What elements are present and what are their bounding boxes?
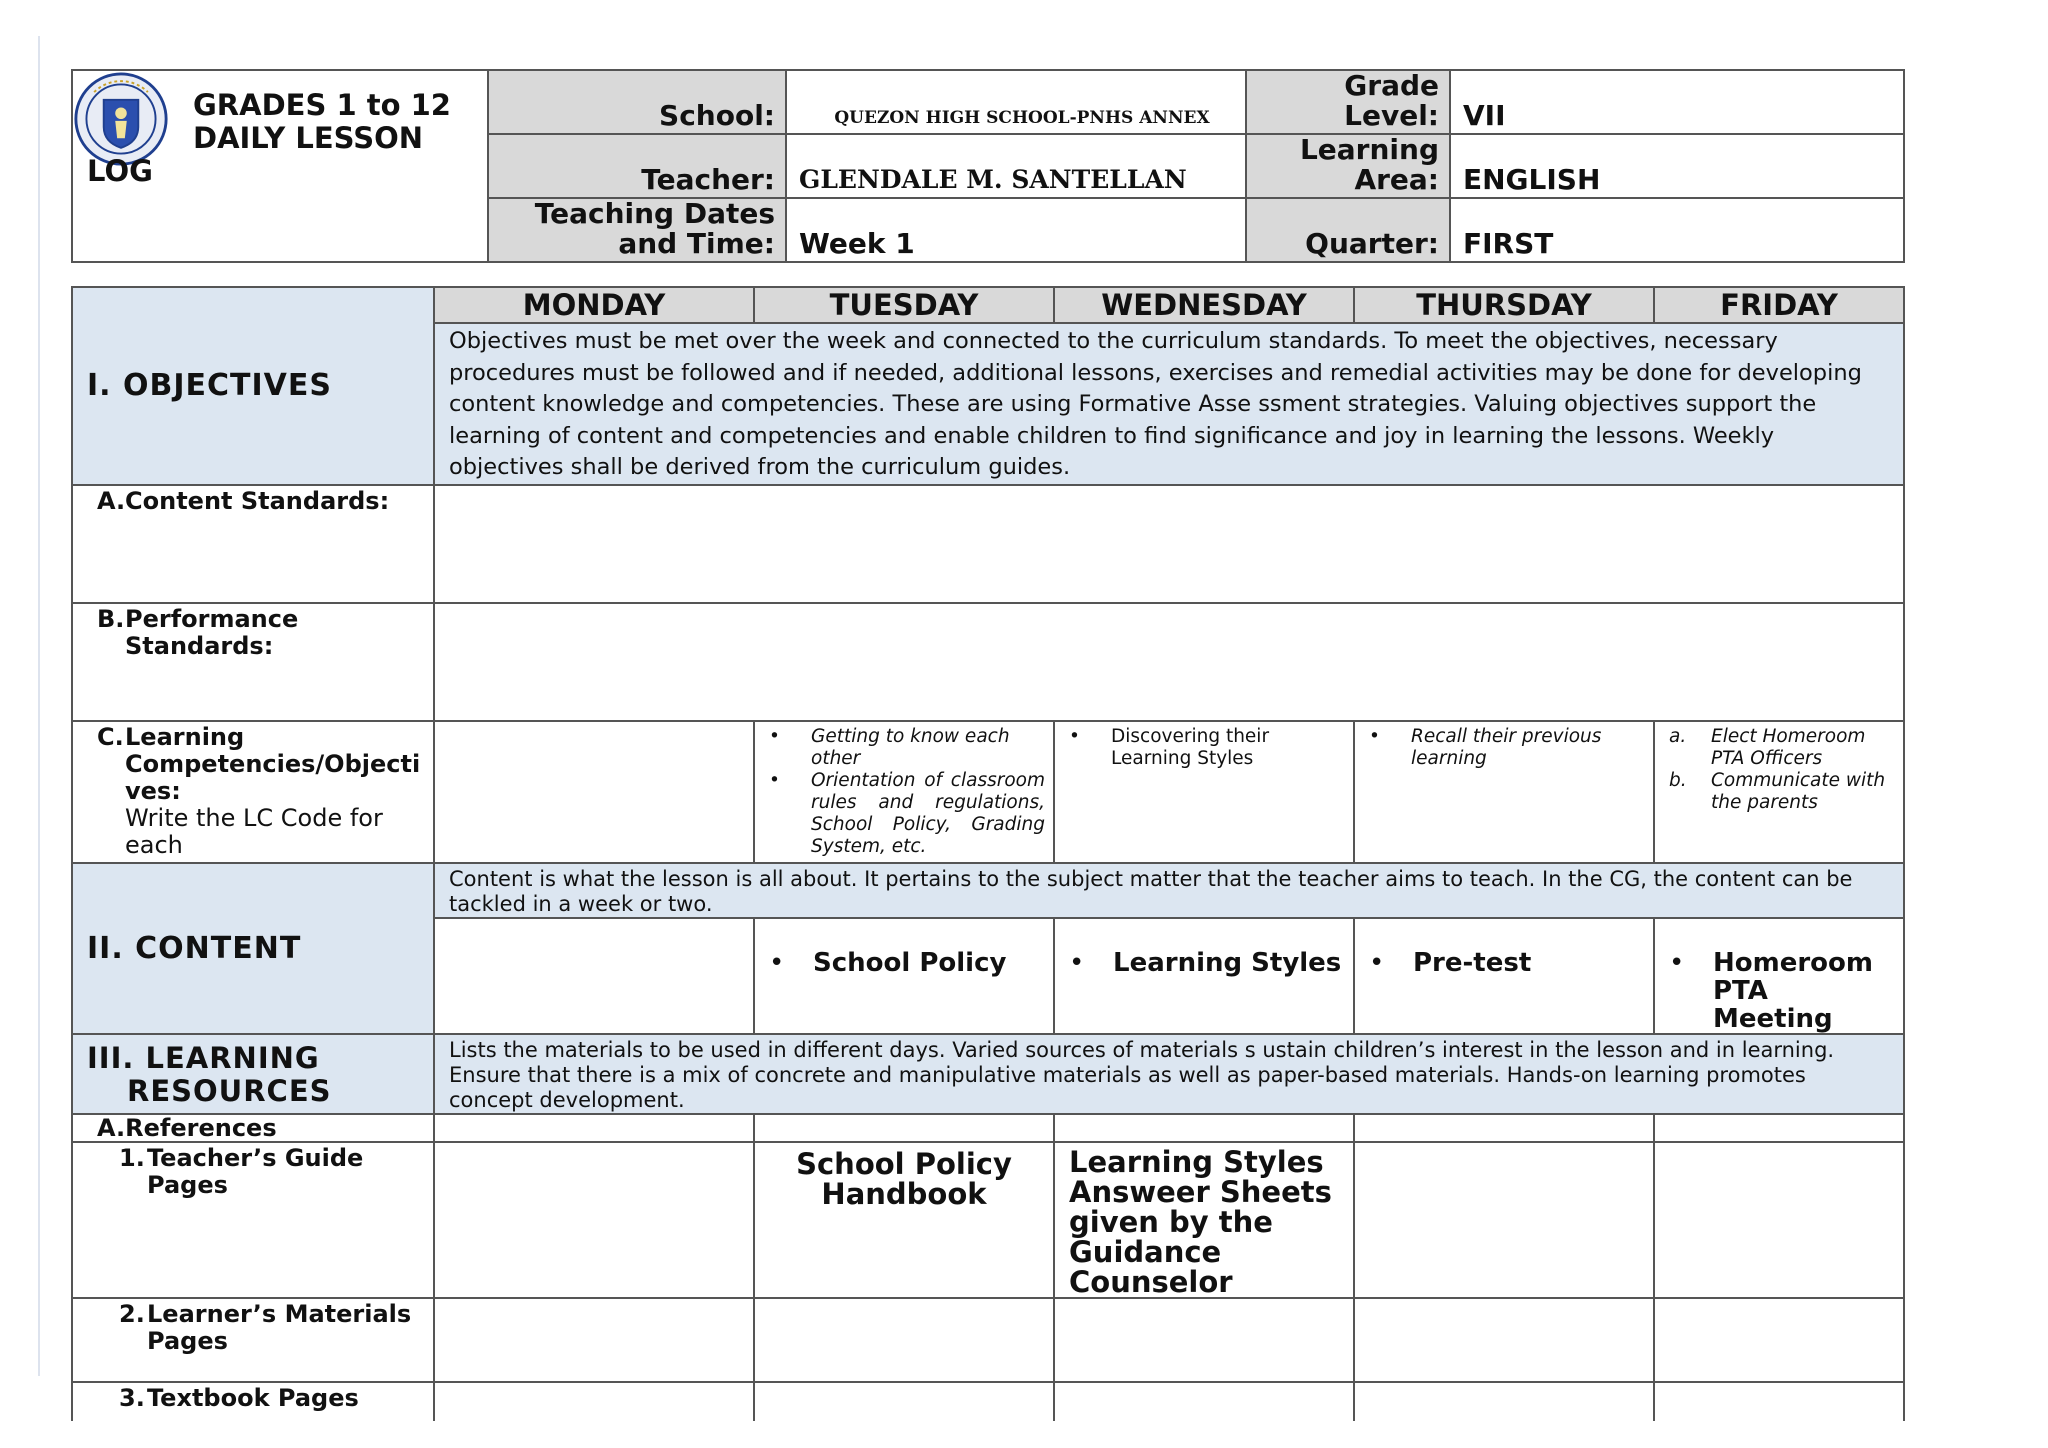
grade-level-label: Grade Level: — [1246, 70, 1450, 134]
textbook-thursday — [1354, 1382, 1654, 1421]
references-friday — [1654, 1114, 1904, 1142]
references-tuesday — [754, 1114, 1054, 1142]
title-line-1: GRADES 1 to 12 — [193, 88, 451, 122]
teachers-guide-monday — [434, 1142, 754, 1298]
textbook-pages-label: 3.Textbook Pages — [72, 1382, 434, 1421]
content-thursday: • Pre-test — [1354, 918, 1654, 1034]
day-header-wednesday: WEDNESDAY — [1054, 287, 1354, 323]
objectives-heading: I. OBJECTIVES — [72, 287, 434, 485]
content-friday: • Homeroom PTA Meeting — [1654, 918, 1904, 1034]
teachers-guide-wednesday: Learning Styles Answeer Sheets given by the Guidance Counselor — [1054, 1142, 1354, 1298]
learning-area-value: ENGLISH — [1450, 134, 1904, 198]
content-standards-cell — [434, 485, 1904, 603]
teachers-guide-thursday — [1354, 1142, 1654, 1298]
learning-resources-heading: III. LEARNING RESOURCES — [72, 1034, 434, 1114]
teachers-guide-label: 1.Teacher’s Guide Pages — [72, 1142, 434, 1298]
school-value: QUEZON HIGH SCHOOL-PNHS ANNEX — [786, 70, 1246, 134]
performance-standards-cell — [434, 603, 1904, 721]
day-header-tuesday: TUESDAY — [754, 287, 1054, 323]
competencies-thursday — [1354, 721, 1654, 863]
lesson-log-table — [71, 286, 1905, 1421]
references-thursday — [1354, 1114, 1654, 1142]
references-monday — [434, 1114, 754, 1142]
performance-standards-label: B.Performance Standards: — [72, 603, 434, 721]
learners-materials-friday — [1654, 1298, 1904, 1382]
references-label: A.References — [72, 1114, 434, 1142]
teachers-guide-tuesday: School Policy Handbook — [754, 1142, 1054, 1298]
header-table — [71, 69, 1905, 263]
learning-competencies-label: C.Learning Competencies/Objecti ves: Write the LC Code for each — [72, 721, 434, 863]
learners-materials-monday — [434, 1298, 754, 1382]
content-monday — [434, 918, 754, 1034]
textbook-wednesday — [1054, 1382, 1354, 1421]
content-standards-label: A.Content Standards: — [72, 485, 434, 603]
list-item: • Getting to know each other — [769, 725, 1010, 769]
textbook-tuesday — [754, 1382, 1054, 1421]
learners-materials-thursday — [1354, 1298, 1654, 1382]
content-tuesday: • School Policy — [754, 918, 1054, 1034]
school-label: School: — [488, 70, 786, 134]
teacher-value: GLENDALE M. SANTELLAN — [786, 134, 1246, 198]
textbook-monday — [434, 1382, 754, 1421]
grade-level-value: VII — [1450, 70, 1904, 134]
teaching-dates-value: Week 1 — [786, 198, 1246, 262]
objectives-description: Objectives must be met over the week and connected to the curriculum standards. To meet the objectives, necessary procedures must be followed and if needed, additional lessons, exercises and remedial activities may be done for developing content knowledge and competencies. These are using Formative Asse ssment strategies. Valuing objectives support the learning of content and competencies and enable children to find significance and joy in learning the lessons. Weekly objectives shall be derived from the curriculum guides. — [434, 323, 1904, 485]
title-line-2: DAILY LESSON — [193, 121, 424, 155]
competencies-tuesday — [754, 721, 1054, 863]
learners-materials-tuesday — [754, 1298, 1054, 1382]
list-item: • Orientation of classroom rules and regulations, School Policy, Grading System, etc. — [769, 769, 1045, 857]
content-description: Content is what the lesson is all about. It pertains to the subject matter that the teacher aims to teach. In the CG, the content can be tackled in a week or two. — [434, 863, 1904, 918]
competencies-wednesday — [1054, 721, 1354, 863]
page-left-edge — [38, 36, 40, 1376]
resources-description: Lists the materials to be used in different days. Varied sources of materials s ustain children’s interest in the lesson and in learning. Ensure that there is a mix of concrete and manipulative materials as well as paper-based materials. Hands-on learning promotes concept development. — [434, 1034, 1904, 1114]
list-item: • Discovering their Learning Styles — [1069, 725, 1270, 769]
competencies-monday — [434, 721, 754, 863]
day-header-thursday: THURSDAY — [1354, 287, 1654, 323]
teacher-label: Teacher: — [488, 134, 786, 198]
textbook-friday — [1654, 1382, 1904, 1421]
list-item: b. Communicate with the parents — [1669, 769, 1886, 813]
quarter-label: Quarter: — [1246, 198, 1450, 262]
list-item: a. Elect Homeroom PTA Officers — [1669, 725, 1866, 769]
list-item: • Recall their previous learning — [1369, 725, 1602, 769]
references-wednesday — [1054, 1114, 1354, 1142]
teachers-guide-friday — [1654, 1142, 1904, 1298]
content-heading: II. CONTENT — [72, 863, 434, 1034]
content-wednesday: • Learning Styles — [1054, 918, 1354, 1034]
learners-materials-label: 2.Learner’s Materials Pages — [72, 1298, 434, 1382]
deped-seal-icon — [73, 71, 169, 167]
competencies-friday — [1654, 721, 1904, 863]
dll-title — [193, 89, 451, 155]
learning-area-label: Learning Area: — [1246, 134, 1450, 198]
title-cell — [72, 70, 488, 262]
day-header-monday: MONDAY — [434, 287, 754, 323]
quarter-value: FIRST — [1450, 198, 1904, 262]
learners-materials-wednesday — [1054, 1298, 1354, 1382]
teaching-dates-label: Teaching Dates and Time: — [488, 198, 786, 262]
day-header-friday: FRIDAY — [1654, 287, 1904, 323]
title-line-3: LOG — [87, 154, 153, 188]
